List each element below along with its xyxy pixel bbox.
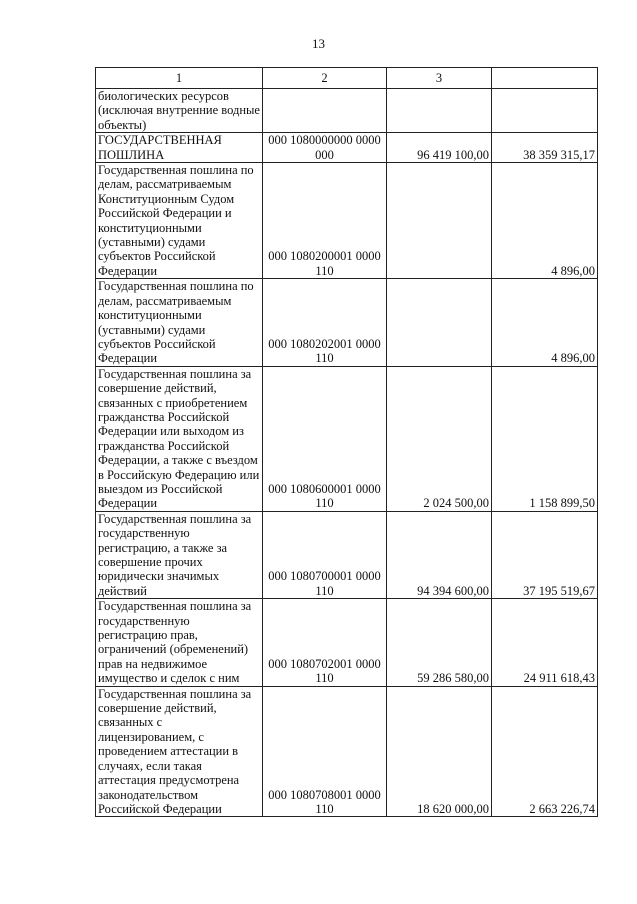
row-value-actual	[492, 89, 598, 133]
row-value-actual: 38 359 315,17	[492, 133, 598, 163]
table-row	[96, 163, 598, 279]
row-name: ГОСУДАРСТВЕННАЯ ПОШЛИНА	[96, 133, 263, 163]
row-name: Государственная пошлина по делам, рассматриваемым Конституционным Судом Российской Федерации и конституционными (уставными) судами субъектов Российской Федерации	[96, 163, 263, 279]
row-code	[263, 89, 387, 133]
row-value-plan	[387, 279, 492, 366]
row-name: Государственная пошлина за совершение действий, связанных с приобретением гражданства Российской Федерации или выходом из гражданства Российской Федерации, а также с въездом в Российскую Федерацию или выездом из Российской Федерации	[96, 366, 263, 511]
row-code: 000 1080702001 0000 110	[263, 599, 387, 686]
page-number: 13	[312, 36, 325, 51]
budget-table	[95, 67, 598, 817]
row-value-actual: 2 663 226,74	[492, 686, 598, 817]
table-row	[96, 599, 598, 686]
column-header-1: 1	[96, 68, 263, 89]
row-value-actual: 4 896,00	[492, 163, 598, 279]
table-row	[96, 511, 598, 598]
row-code: 000 1080200001 0000 110	[263, 163, 387, 279]
column-header-2: 2	[263, 68, 387, 89]
row-value-plan	[387, 89, 492, 133]
table-row	[96, 686, 598, 817]
row-value-plan: 96 419 100,00	[387, 133, 492, 163]
table-header-row	[96, 68, 598, 89]
row-name: Государственная пошлина за совершение действий, связанных с лицензированием, с проведением аттестации в случаях, если такая аттестация предусмотрена законодательством Российской Федерации	[96, 686, 263, 817]
row-value-plan: 2 024 500,00	[387, 366, 492, 511]
row-value-actual: 4 896,00	[492, 279, 598, 366]
row-value-plan: 94 394 600,00	[387, 511, 492, 598]
row-value-actual: 37 195 519,67	[492, 511, 598, 598]
row-code: 000 1080600001 0000 110	[263, 366, 387, 511]
row-name: Государственная пошлина по делам, рассматриваемым конституционными (уставными) судами субъектов Российской Федерации	[96, 279, 263, 366]
table-row	[96, 89, 598, 133]
row-value-actual: 1 158 899,50	[492, 366, 598, 511]
row-name: Государственная пошлина за государственную регистрацию прав, ограничений (обременений) прав на недвижимое имущество и сделок с ним	[96, 599, 263, 686]
column-header-4	[492, 68, 598, 89]
row-code: 000 1080000000 0000 000	[263, 133, 387, 163]
row-value-actual: 24 911 618,43	[492, 599, 598, 686]
table-row	[96, 366, 598, 511]
column-header-3: 3	[387, 68, 492, 89]
row-name: биологических ресурсов (исключая внутренние водные объекты)	[96, 89, 263, 133]
row-value-plan: 18 620 000,00	[387, 686, 492, 817]
row-value-plan: 59 286 580,00	[387, 599, 492, 686]
table-row	[96, 133, 598, 163]
row-code: 000 1080708001 0000 110	[263, 686, 387, 817]
row-code: 000 1080700001 0000 110	[263, 511, 387, 598]
row-code: 000 1080202001 0000 110	[263, 279, 387, 366]
table-row	[96, 279, 598, 366]
row-value-plan	[387, 163, 492, 279]
row-name: Государственная пошлина за государственную регистрацию, а также за совершение прочих юридически значимых действий	[96, 511, 263, 598]
